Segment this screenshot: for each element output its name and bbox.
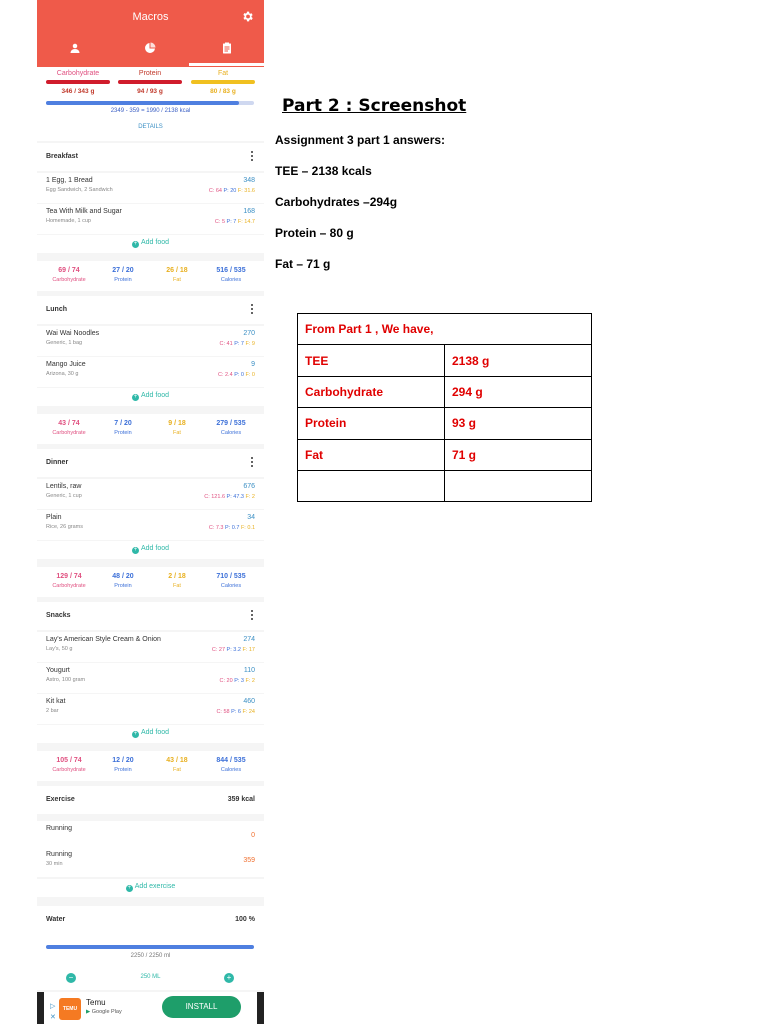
active-tab-indicator (189, 63, 264, 66)
food-calories: 168 (243, 208, 255, 215)
exercise-calories: 359 (243, 857, 255, 864)
exercise-name: Running (46, 825, 73, 832)
fat-label: Fat (217, 70, 229, 77)
total-protein-label: Protein (114, 430, 132, 436)
water-header (37, 906, 264, 934)
add-food-button[interactable] (37, 235, 264, 253)
table-cell: TEE (298, 345, 445, 376)
total-carb-value: 105 / 74 (56, 757, 82, 764)
profile-icon[interactable] (69, 42, 81, 54)
add-exercise-button[interactable] (37, 879, 264, 897)
exercise-header (37, 786, 264, 814)
total-calories-value: 844 / 535 (216, 757, 246, 764)
table-cell: Fat (298, 439, 445, 470)
food-calories: 110 (243, 667, 255, 674)
food-carb: C: 41 (219, 341, 233, 347)
food-desc: Egg Sandwich, 2 Sandwich (46, 187, 113, 193)
water-title: Water (46, 916, 66, 923)
macro-summary (37, 67, 264, 141)
total-calories (203, 573, 259, 589)
breakfast-title: Breakfast (46, 153, 78, 160)
meal-totals (37, 261, 264, 291)
total-calories (203, 267, 259, 283)
snacks-header (37, 602, 264, 630)
protein-value: 94 / 93 g (137, 88, 163, 95)
total-fat (149, 420, 205, 436)
food-carb: C: 64 (208, 188, 222, 194)
total-protein (95, 267, 151, 283)
food-calories: 9 (251, 361, 255, 368)
total-carb (41, 267, 97, 283)
food-macros (215, 219, 255, 225)
food-name: Lay's American Style Cream & Onion (46, 636, 161, 643)
document-line: Protein – 80 g (275, 226, 354, 240)
food-desc: Generic, 1 cup (46, 493, 82, 499)
details-link[interactable]: DETAILS (138, 124, 163, 130)
food-macros (220, 678, 256, 684)
food-calories: 34 (247, 514, 255, 521)
calorie-progress-fill (46, 101, 239, 105)
document-line: Carbohydrates –294g (275, 195, 398, 209)
breakfast-header (37, 143, 264, 171)
food-item[interactable] (37, 204, 264, 234)
total-fat-value: 9 / 18 (168, 420, 186, 427)
carb-value: 346 / 343 g (61, 88, 95, 95)
total-protein-value: 7 / 20 (114, 420, 132, 427)
add-food-button[interactable] (37, 725, 264, 743)
meal-totals (37, 414, 264, 444)
total-calories-label: Calories (220, 430, 242, 436)
calorie-total: 2349 - 359 = 1990 / 2138 kcal (110, 108, 191, 114)
results-table (297, 313, 592, 502)
install-button[interactable]: INSTALL (162, 996, 241, 1018)
protein-bar (118, 80, 182, 84)
table-row (298, 470, 592, 501)
more-vert-icon[interactable] (251, 457, 254, 468)
food-macros (209, 525, 255, 531)
food-macros (220, 341, 256, 347)
plus-icon: + (133, 241, 138, 247)
add-exercise-label: Add exercise (134, 883, 176, 890)
document-line: Assignment 3 part 1 answers: (275, 133, 446, 147)
minus-icon[interactable]: − (66, 973, 76, 983)
dinner-title: Dinner (46, 459, 69, 466)
food-macros (212, 647, 255, 653)
food-protein: P: 3.2 (226, 647, 241, 653)
ad-edge (257, 992, 264, 1024)
snacks-title: Snacks (46, 612, 71, 619)
plus-icon: + (133, 731, 138, 737)
carb-label: Carbohydrate (56, 70, 100, 77)
add-food-label: Add food (140, 545, 170, 552)
ad-edge (37, 992, 44, 1024)
food-fat: F: 0.1 (240, 525, 255, 531)
food-fat: F: 31.6 (237, 188, 255, 194)
ad-store (86, 1009, 122, 1015)
food-macros (209, 188, 255, 194)
table-row (298, 408, 592, 439)
food-carb: C: 121.6 (204, 494, 226, 500)
total-calories-label: Calories (220, 277, 242, 283)
total-protein (95, 420, 151, 436)
food-desc: Lay's, 50 g (46, 646, 73, 652)
water-step: 250 ML (140, 974, 161, 980)
total-calories-value: 710 / 535 (216, 573, 246, 580)
more-vert-icon[interactable] (251, 151, 254, 162)
food-name: Lentils, raw (46, 483, 82, 490)
food-fat: F: 14.7 (237, 219, 255, 225)
exercise-title: Exercise (46, 796, 75, 803)
table-cell (445, 470, 592, 501)
food-carb: C: 7.3 (208, 525, 224, 531)
total-carb (41, 757, 97, 773)
total-fat-label: Fat (173, 767, 181, 773)
total-calories (203, 757, 259, 773)
food-item[interactable] (37, 510, 264, 540)
meal-totals (37, 751, 264, 781)
food-calories: 274 (243, 636, 255, 643)
ad-banner[interactable] (37, 992, 264, 1024)
app-title: Macros (132, 11, 169, 23)
clipboard-icon[interactable] (221, 42, 233, 54)
total-carb (41, 420, 97, 436)
more-vert-icon[interactable] (251, 304, 254, 315)
food-protein: P: 7 (226, 219, 237, 225)
food-protein: P: 20 (223, 188, 237, 194)
ad-info-icon[interactable]: ▷ (50, 1003, 56, 1010)
total-protein-label: Protein (114, 767, 132, 773)
total-calories-label: Calories (220, 583, 242, 589)
food-name: Mango Juice (46, 361, 86, 368)
calorie-progress-bar (46, 101, 254, 105)
total-carb-value: 69 / 74 (58, 267, 80, 274)
food-carb: C: 2.4 (217, 372, 233, 378)
food-calories: 676 (243, 483, 255, 490)
food-desc: 2 bar (46, 708, 59, 714)
table-row (298, 345, 592, 376)
food-fat: F: 24 (242, 709, 255, 715)
food-name: 1 Egg, 1 Bread (46, 177, 93, 184)
total-fat-value: 2 / 18 (168, 573, 186, 580)
food-fat: F: 9 (245, 341, 255, 347)
temu-logo: TEMU (59, 998, 81, 1020)
total-fat-label: Fat (173, 277, 181, 283)
food-item[interactable] (37, 357, 264, 387)
table-cell: 71 g (445, 439, 592, 470)
exercise-desc: 30 min (46, 861, 63, 867)
table-cell: Carbohydrate (298, 376, 445, 407)
total-calories-label: Calories (220, 767, 242, 773)
total-fat (149, 573, 205, 589)
food-item[interactable] (37, 173, 264, 203)
total-calories-value: 279 / 535 (216, 420, 246, 427)
total-carb-label: Carbohydrate (52, 277, 86, 283)
table-caption-row (298, 314, 592, 345)
exercise-name: Running (46, 851, 73, 858)
plus-icon[interactable]: + (224, 973, 234, 983)
food-item[interactable] (37, 694, 264, 724)
food-item[interactable] (37, 632, 264, 662)
food-protein: P: 47.3 (226, 494, 244, 500)
add-food-label: Add food (140, 239, 170, 246)
food-carb: C: 20 (219, 678, 233, 684)
total-carb-label: Carbohydrate (52, 767, 86, 773)
water-progress-bar (46, 945, 254, 949)
food-name: Wai Wai Noodles (46, 330, 100, 337)
total-calories-value: 516 / 535 (216, 267, 246, 274)
table-cell: Protein (298, 408, 445, 439)
food-calories: 270 (243, 330, 255, 337)
protein-label: Protein (138, 70, 162, 77)
more-vert-icon[interactable] (251, 610, 254, 621)
plus-icon: + (133, 547, 138, 553)
food-item[interactable] (37, 663, 264, 693)
food-desc: Rice, 26 grams (46, 524, 83, 530)
total-carb-label: Carbohydrate (52, 583, 86, 589)
total-protein-label: Protein (114, 583, 132, 589)
total-carb-value: 129 / 74 (56, 573, 82, 580)
exercise-item[interactable] (37, 847, 264, 877)
food-name: Yougurt (46, 667, 70, 674)
carb-bar (46, 80, 110, 84)
water-amount: 2250 / 2250 ml (130, 953, 171, 959)
pie-chart-icon[interactable] (144, 42, 156, 54)
food-calories: 348 (243, 177, 255, 184)
add-food-button[interactable] (37, 541, 264, 559)
total-protein-value: 27 / 20 (112, 267, 134, 274)
exercise-total: 359 kcal (227, 796, 255, 803)
food-name: Plain (46, 514, 62, 521)
app-header (37, 0, 264, 67)
google-play-icon: ▶ (86, 1009, 91, 1015)
total-calories (203, 420, 259, 436)
total-protein-value: 12 / 20 (112, 757, 134, 764)
food-name: Tea With Milk and Sugar (46, 208, 122, 215)
ad-store-label: Google Play (91, 1009, 122, 1015)
plus-icon: + (133, 394, 138, 400)
total-fat-label: Fat (173, 430, 181, 436)
food-macros (204, 494, 255, 500)
food-fat: F: 2 (245, 678, 255, 684)
table-row (298, 376, 592, 407)
food-protein: P: 7 (234, 341, 244, 347)
food-protein: P: 3 (234, 678, 244, 684)
table-row (298, 439, 592, 470)
food-desc: Astro, 100 gram (46, 677, 86, 683)
add-food-label: Add food (140, 392, 170, 399)
total-fat-value: 26 / 18 (166, 267, 188, 274)
food-protein: P: 0.7 (225, 525, 240, 531)
total-protein-label: Protein (114, 277, 132, 283)
lunch-title: Lunch (46, 306, 67, 313)
table-cell (298, 470, 445, 501)
exercise-calories: 0 (251, 832, 255, 839)
fat-bar (191, 80, 255, 84)
water-percent: 100 % (235, 916, 255, 923)
food-carb: C: 58 (216, 709, 230, 715)
food-desc: Homemade, 1 cup (46, 218, 91, 224)
document-heading: Part 2 : Screenshot (282, 96, 467, 116)
food-item[interactable] (37, 326, 264, 356)
food-macros (216, 709, 255, 715)
food-protein: P: 0 (234, 372, 244, 378)
total-protein (95, 757, 151, 773)
total-carb-label: Carbohydrate (52, 430, 86, 436)
add-food-label: Add food (140, 729, 170, 736)
dinner-header (37, 449, 264, 477)
total-fat-value: 43 / 18 (166, 757, 188, 764)
food-calories: 460 (243, 698, 255, 705)
food-fat: F: 0 (245, 372, 255, 378)
food-fat: F: 17 (242, 647, 255, 653)
food-carb: C: 5 (214, 219, 226, 225)
table-caption: From Part 1 , We have, (298, 314, 592, 345)
ad-brand: Temu (86, 998, 106, 1007)
gear-icon[interactable] (241, 10, 254, 23)
total-fat-label: Fat (173, 583, 181, 589)
total-fat (149, 267, 205, 283)
add-food-button[interactable] (37, 388, 264, 406)
total-fat (149, 757, 205, 773)
food-macros (218, 372, 255, 378)
table-cell: 294 g (445, 376, 592, 407)
app-screenshot (37, 0, 264, 1024)
total-protein (95, 573, 151, 589)
food-fat: F: 2 (245, 494, 255, 500)
total-protein-value: 48 / 20 (112, 573, 134, 580)
plus-icon: + (127, 885, 132, 891)
food-desc: Arizona, 30 g (46, 371, 79, 377)
food-item[interactable] (37, 479, 264, 509)
food-name: Kit kat (46, 698, 66, 705)
food-desc: Generic, 1 bag (46, 340, 83, 346)
close-icon[interactable]: ✕ (50, 1014, 56, 1021)
food-protein: P: 6 (231, 709, 241, 715)
fat-value: 80 / 83 g (210, 88, 236, 95)
document-line: Fat – 71 g (275, 257, 331, 271)
total-carb-value: 43 / 74 (58, 420, 80, 427)
lunch-header (37, 296, 264, 324)
meal-totals (37, 567, 264, 597)
document-line: TEE – 2138 kcals (275, 164, 372, 178)
table-cell: 93 g (445, 408, 592, 439)
total-carb (41, 573, 97, 589)
table-cell: 2138 g (445, 345, 592, 376)
food-carb: C: 27 (211, 647, 226, 653)
